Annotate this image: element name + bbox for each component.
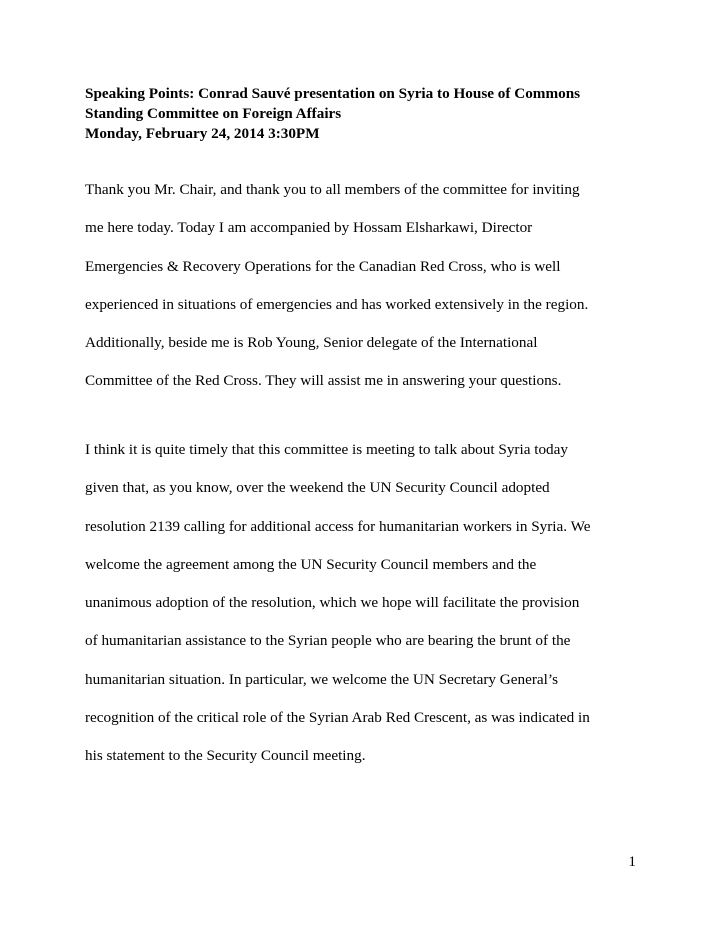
heading-line-committee: Standing Committee on Foreign Affairs [85, 105, 342, 122]
text-line: me here today. Today I am accompanied by Hossam Elsharkawi, Director [85, 219, 533, 237]
text-line: resolution 2139 calling for additional access for humanitarian workers in Syria. We [85, 517, 591, 535]
paragraph-introduction [85, 171, 665, 401]
text-line: humanitarian situation. In particular, we welcome the UN Secretary General’s [85, 670, 558, 688]
text-line: experienced in situations of emergencies and has worked extensively in the region. [85, 295, 589, 313]
text-line: recognition of the critical role of the Syrian Arab Red Crescent, as was indicated in [85, 709, 590, 727]
text-line: Emergencies & Recovery Operations for the Canadian Red Cross, who is well [85, 257, 561, 275]
document-heading [85, 84, 665, 144]
paragraph-resolution [85, 431, 665, 776]
text-line: Thank you Mr. Chair, and thank you to all members of the committee for inviting [85, 181, 580, 198]
text-line: given that, as you know, over the weekend the UN Security Council adopted [85, 479, 550, 497]
heading-line-title: Speaking Points: Conrad Sauvé presentation on Syria to House of Commons [85, 85, 581, 102]
text-line: Additionally, beside me is Rob Young, Senior delegate of the International [85, 334, 538, 352]
text-line: I think it is quite timely that this committee is meeting to talk about Syria today [85, 441, 568, 458]
text-line: Committee of the Red Cross. They will assist me in answering your questions. [85, 372, 562, 390]
page-number: 1 [628, 853, 636, 870]
text-line: unanimous adoption of the resolution, which we hope will facilitate the provision [85, 594, 580, 612]
text-line: of humanitarian assistance to the Syrian people who are bearing the brunt of the [85, 632, 571, 650]
text-line: his statement to the Security Council meeting. [85, 747, 366, 765]
text-line: welcome the agreement among the UN Security Council members and the [85, 555, 537, 573]
heading-line-date: Monday, February 24, 2014 3:30PM [85, 125, 320, 142]
